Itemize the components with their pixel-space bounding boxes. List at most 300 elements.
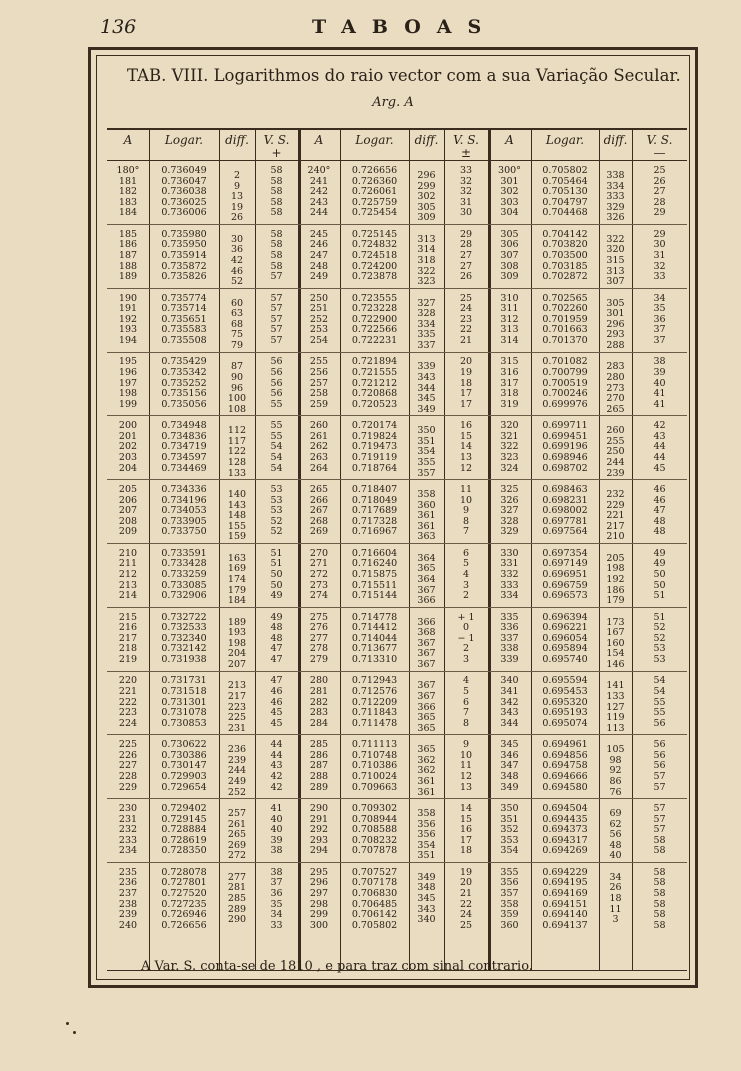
table-cell: 20 bbox=[459, 356, 473, 368]
table-cell: 361 bbox=[417, 510, 436, 522]
table-cell: 10 bbox=[459, 749, 473, 761]
table-cell-group bbox=[632, 868, 687, 932]
table-cell-group bbox=[409, 235, 444, 288]
table-cell: 32 bbox=[459, 186, 473, 198]
table-cell-group bbox=[444, 230, 488, 283]
table-cell: 54 bbox=[653, 675, 666, 687]
table-cell: 0.710748 bbox=[351, 749, 398, 761]
table-cell: 0.729402 bbox=[161, 803, 207, 814]
table-cell: 18 bbox=[459, 845, 473, 857]
table-cell: 250 bbox=[606, 446, 625, 458]
table-cell: 47 bbox=[270, 653, 283, 665]
table-cell: 0.735651 bbox=[161, 313, 207, 325]
table-cell-group bbox=[298, 485, 340, 538]
table-cell: 265 bbox=[309, 484, 329, 495]
table-cell-group bbox=[632, 230, 687, 283]
table-cell: 0.698231 bbox=[542, 494, 588, 506]
table-cell: 278 bbox=[309, 643, 329, 655]
table-cell-group bbox=[531, 294, 599, 347]
table-cell-group bbox=[219, 362, 255, 415]
table-cell: 225 bbox=[118, 739, 138, 751]
table-cell: 0.730853 bbox=[161, 717, 207, 729]
table-cell: 338 bbox=[500, 643, 519, 655]
table-cell: 217 bbox=[118, 632, 138, 644]
table-cell-group bbox=[444, 166, 488, 219]
table-title: TAB. VIII. Logarithmos do raio vector com a sua Variação Secular. bbox=[127, 66, 681, 85]
table-cell: 330 bbox=[500, 547, 519, 559]
table-cell: 0.700519 bbox=[542, 377, 588, 389]
table-cell: 0.705802 bbox=[542, 165, 588, 176]
table-cell: 0.707178 bbox=[351, 877, 398, 889]
column-header-label: A bbox=[314, 133, 324, 147]
table-cell: 0.734836 bbox=[161, 430, 207, 442]
table-cell-group bbox=[488, 230, 531, 283]
table-cell: 51 bbox=[270, 558, 283, 570]
table-cell: 356 bbox=[417, 818, 436, 830]
table-cell: 11 bbox=[609, 903, 622, 915]
table-cell-group bbox=[298, 740, 340, 793]
table-cell: 0.734196 bbox=[161, 494, 207, 506]
table-cell: 60 bbox=[230, 297, 244, 309]
table-cell-group bbox=[599, 554, 632, 607]
table-cell: 0.694666 bbox=[542, 770, 588, 782]
table-cell: 49 bbox=[653, 547, 666, 559]
table-cell: 0.694580 bbox=[542, 781, 588, 793]
table-cell: 300 bbox=[309, 919, 329, 931]
table-cell: 53 bbox=[653, 653, 666, 665]
table-cell: 0.729654 bbox=[161, 781, 207, 793]
table-cell-group bbox=[219, 554, 255, 607]
table-cell: 57 bbox=[270, 303, 283, 315]
table-cell-group bbox=[255, 676, 298, 729]
table-cell: 299 bbox=[417, 180, 436, 192]
table-cell: 0.712209 bbox=[351, 696, 398, 708]
table-cell: 0.701663 bbox=[542, 324, 588, 336]
table-cell: + 1 bbox=[457, 611, 475, 623]
table-cell: 349 bbox=[500, 781, 519, 793]
table-cell: 0.734719 bbox=[161, 441, 207, 453]
table-cell: 322 bbox=[417, 265, 436, 277]
table-cell: 208 bbox=[118, 515, 138, 527]
table-cell: 22 bbox=[459, 898, 473, 910]
table-cell: 57 bbox=[270, 271, 283, 283]
table-cell: 209 bbox=[118, 526, 138, 538]
table-cell: 46 bbox=[653, 484, 666, 495]
table-cell: 313 bbox=[500, 324, 519, 336]
table-cell: 0.734948 bbox=[161, 420, 207, 432]
table-cell: 87 bbox=[230, 361, 244, 373]
table-cell: 58 bbox=[653, 909, 666, 921]
table-cell: 98 bbox=[609, 754, 622, 766]
table-cell: 169 bbox=[227, 563, 247, 575]
table-cell: 322 bbox=[606, 233, 625, 245]
table-cell: 269 bbox=[309, 526, 329, 538]
table-cell: 53 bbox=[270, 484, 283, 495]
table-cell: 58 bbox=[270, 207, 283, 219]
table-cell-group bbox=[255, 357, 298, 410]
group-rule bbox=[107, 607, 687, 608]
table-cell: 267 bbox=[309, 505, 329, 517]
table-cell: 0.731938 bbox=[161, 653, 207, 665]
table-cell: 0.722566 bbox=[351, 324, 398, 336]
table-cell-group bbox=[340, 804, 409, 857]
table-cell: 105 bbox=[606, 744, 625, 756]
table-cell: 349 bbox=[417, 871, 436, 883]
table-cell: 160 bbox=[606, 637, 625, 649]
table-cell-group bbox=[149, 740, 219, 793]
table-cell: 113 bbox=[606, 722, 625, 734]
group-rule bbox=[107, 798, 687, 799]
table-cell: 0.735714 bbox=[161, 303, 207, 315]
table-cell: 337 bbox=[417, 339, 436, 351]
table-cell: 210 bbox=[118, 547, 138, 559]
table-cell: 0.694169 bbox=[542, 887, 588, 899]
table-cell: 0.736006 bbox=[161, 207, 207, 219]
table-cell: 0.721212 bbox=[351, 377, 398, 389]
table-cell-group bbox=[219, 873, 255, 926]
table-cell: 56 bbox=[270, 366, 283, 378]
table-cell: 54 bbox=[270, 462, 283, 474]
table-cell: 36 bbox=[270, 887, 283, 899]
table-cell: 0.731731 bbox=[161, 675, 207, 687]
table-cell: 266 bbox=[309, 494, 329, 506]
table-cell: 11 bbox=[459, 484, 473, 495]
table-cell: 194 bbox=[118, 334, 138, 346]
table-cell-group bbox=[599, 681, 632, 734]
table-cell: 45 bbox=[270, 717, 283, 729]
table-cell-group bbox=[149, 613, 219, 666]
table-cell: 318 bbox=[500, 388, 519, 400]
table-cell-group bbox=[340, 357, 409, 410]
table-cell-group bbox=[632, 166, 687, 219]
table-cell: 270 bbox=[309, 547, 329, 559]
table-cell: 53 bbox=[270, 505, 283, 517]
table-cell: 306 bbox=[500, 239, 519, 251]
table-cell: 303 bbox=[500, 196, 519, 208]
table-cell: 263 bbox=[309, 451, 329, 463]
table-cell: 365 bbox=[417, 744, 436, 756]
table-cell: 227 bbox=[118, 760, 138, 772]
table-cell: 233 bbox=[118, 834, 138, 846]
table-cell: 301 bbox=[500, 175, 519, 187]
table-cell-group bbox=[340, 421, 409, 474]
table-cell: 48 bbox=[270, 622, 283, 634]
table-cell: 100 bbox=[227, 393, 247, 405]
table-cell: − 1 bbox=[457, 632, 475, 644]
table-cell: 0.734597 bbox=[161, 451, 207, 463]
table-cell: 296 bbox=[417, 170, 436, 181]
table-cell: 3 bbox=[462, 653, 470, 665]
table-cell: 9 bbox=[462, 739, 470, 751]
table-cell: 213 bbox=[118, 579, 138, 591]
table-cell: 39 bbox=[270, 834, 283, 846]
table-cell: 58 bbox=[270, 175, 283, 187]
table-cell-group bbox=[219, 490, 255, 543]
table-cell-group bbox=[340, 676, 409, 729]
group-rule bbox=[107, 352, 687, 353]
table-cell: 192 bbox=[118, 313, 138, 325]
table-cell: 329 bbox=[606, 201, 625, 213]
table-cell: 122 bbox=[227, 446, 247, 458]
table-cell: 310 bbox=[500, 292, 519, 304]
table-cell-group bbox=[599, 299, 632, 352]
table-cell: 289 bbox=[309, 781, 329, 793]
table-cell: 41 bbox=[653, 388, 666, 400]
table-cell: 356 bbox=[417, 829, 436, 841]
table-cell: 49 bbox=[270, 590, 283, 602]
table-cell-group bbox=[298, 549, 340, 602]
table-cell: 305 bbox=[500, 228, 519, 240]
table-cell-group bbox=[255, 485, 298, 538]
table-cell: 366 bbox=[417, 595, 436, 607]
table-cell: 319 bbox=[500, 398, 519, 410]
table-cell: 33 bbox=[270, 919, 283, 931]
table-cell: 188 bbox=[118, 260, 138, 272]
table-cell: 0.706830 bbox=[351, 887, 398, 899]
table-cell: 96 bbox=[230, 382, 244, 394]
column-header-label: A bbox=[505, 133, 514, 147]
table-cell: 361 bbox=[417, 520, 436, 532]
table-cell: 26 bbox=[609, 882, 622, 894]
table-cell: 367 bbox=[417, 584, 436, 596]
table-cell: 302 bbox=[417, 191, 436, 203]
table-cell-group bbox=[149, 676, 219, 729]
table-cell: 0.695453 bbox=[542, 685, 588, 697]
table-cell: 251 bbox=[309, 303, 329, 315]
table-cell: 249 bbox=[227, 775, 247, 787]
table-cell-group bbox=[409, 554, 444, 607]
table-cell: 186 bbox=[118, 239, 138, 251]
table-cell: 258 bbox=[309, 388, 329, 400]
table-cell-group bbox=[409, 426, 444, 479]
table-cell: 366 bbox=[417, 701, 436, 713]
table-cell: 58 bbox=[653, 834, 666, 846]
table-cell: 0.720868 bbox=[351, 388, 398, 400]
table-cell: 279 bbox=[309, 653, 329, 665]
table-cell: 167 bbox=[606, 627, 625, 639]
table-cell-group bbox=[632, 613, 687, 666]
table-cell: 180° bbox=[116, 165, 140, 176]
table-cell: 79 bbox=[230, 339, 244, 351]
table-cell: 31 bbox=[653, 249, 666, 261]
table-cell: 235 bbox=[118, 866, 138, 878]
table-cell: 58 bbox=[653, 898, 666, 910]
table-cell: 296 bbox=[309, 877, 329, 889]
table-cell: 0.699711 bbox=[542, 420, 588, 432]
table-cell: 133 bbox=[227, 467, 247, 479]
table-cell: 298 bbox=[309, 898, 329, 910]
table-cell-group bbox=[255, 166, 298, 219]
table-cell: 0.697564 bbox=[542, 526, 588, 538]
table-cell: 49 bbox=[653, 558, 666, 570]
table-cell: 154 bbox=[606, 648, 625, 660]
table-cell: 0.735826 bbox=[161, 271, 207, 283]
table-cell: 0.719473 bbox=[351, 441, 398, 453]
column-header-label: V. S. bbox=[453, 133, 479, 147]
table-cell: 348 bbox=[417, 882, 436, 894]
table-cell: 0.727520 bbox=[161, 887, 207, 899]
table-cell: 183 bbox=[118, 196, 138, 208]
table-cell: 28 bbox=[459, 239, 473, 251]
table-cell: 189 bbox=[118, 271, 138, 283]
table-cell: 50 bbox=[270, 568, 283, 580]
table-cell: 13 bbox=[230, 191, 244, 203]
table-cell: 128 bbox=[227, 456, 247, 468]
table-cell: 0.696951 bbox=[542, 568, 588, 580]
table-cell: 314 bbox=[500, 334, 519, 346]
table-cell: 0.735252 bbox=[161, 377, 207, 389]
table-cell: 155 bbox=[227, 520, 247, 532]
table-cell: 76 bbox=[609, 786, 622, 798]
table-cell: 0.725454 bbox=[351, 207, 398, 219]
table-cell: 300° bbox=[498, 165, 521, 176]
table-cell: 295 bbox=[309, 866, 329, 878]
table-cell: 0.697781 bbox=[542, 515, 588, 527]
table-cell: 285 bbox=[227, 892, 247, 904]
table-cell: 68 bbox=[230, 318, 244, 330]
table-cell: 0.702565 bbox=[542, 292, 588, 304]
table-cell-group bbox=[409, 171, 444, 224]
table-cell-group bbox=[531, 804, 599, 857]
table-cell-group bbox=[149, 804, 219, 857]
table-cell-group bbox=[149, 357, 219, 410]
table-cell: 0.726061 bbox=[351, 186, 398, 198]
table-cell-group bbox=[599, 809, 632, 862]
table-cell-group bbox=[255, 294, 298, 347]
table-cell: 56 bbox=[270, 388, 283, 400]
table-cell: 141 bbox=[606, 680, 625, 692]
group-rule bbox=[107, 671, 687, 672]
table-cell: 31 bbox=[459, 196, 473, 208]
table-cell: 25 bbox=[653, 165, 666, 176]
table-cell: 26 bbox=[459, 271, 473, 283]
table-cell-group bbox=[599, 171, 632, 224]
table-cell: 0.706142 bbox=[351, 909, 398, 921]
table-cell: 307 bbox=[500, 249, 519, 261]
table-cell: 201 bbox=[118, 430, 138, 442]
column-header-label: diff. bbox=[225, 133, 249, 147]
table-cell: 58 bbox=[653, 919, 666, 931]
table-cell: 219 bbox=[118, 653, 138, 665]
table-cell-group bbox=[444, 676, 488, 729]
table-cell: 268 bbox=[309, 515, 329, 527]
table-cell-group bbox=[632, 294, 687, 347]
table-cell: 26 bbox=[230, 212, 244, 224]
table-cell: 17 bbox=[459, 834, 473, 846]
table-cell-group bbox=[107, 294, 149, 347]
table-cell: 275 bbox=[309, 611, 329, 623]
table-cell: 0.694856 bbox=[542, 749, 588, 761]
table-cell: 159 bbox=[227, 531, 247, 543]
table-cell: 242 bbox=[309, 186, 329, 198]
table-cell: 13 bbox=[459, 451, 473, 463]
table-cell: 271 bbox=[309, 558, 329, 570]
table-cell: 90 bbox=[230, 371, 244, 383]
table-cell: 0.695320 bbox=[542, 696, 588, 708]
table-cell: 367 bbox=[417, 648, 436, 660]
table-cell-group bbox=[107, 357, 149, 410]
table-cell: 236 bbox=[118, 877, 138, 889]
table-cell: 358 bbox=[417, 489, 436, 500]
table-cell: 212 bbox=[118, 568, 138, 580]
table-cell: 12 bbox=[459, 462, 473, 474]
table-cell: 228 bbox=[118, 770, 138, 782]
table-cell: 0.694269 bbox=[542, 845, 588, 857]
table-cell: 16 bbox=[459, 824, 473, 836]
table-cell: 0.695594 bbox=[542, 675, 588, 687]
table-cell: 272 bbox=[309, 568, 329, 580]
table-cell: 365 bbox=[417, 563, 436, 575]
table-cell: 237 bbox=[118, 887, 138, 899]
table-cell: 0.716967 bbox=[351, 526, 398, 538]
table-cell-group bbox=[107, 230, 149, 283]
table-cell: 56 bbox=[270, 377, 283, 389]
table-cell: 315 bbox=[606, 254, 625, 266]
table-cell: 58 bbox=[270, 186, 283, 198]
table-cell: 0.723878 bbox=[351, 271, 398, 283]
table-cell: 331 bbox=[500, 558, 519, 570]
table-cell: 232 bbox=[606, 489, 625, 500]
table-cell: 0.718764 bbox=[351, 462, 398, 474]
table-cell: 238 bbox=[118, 898, 138, 910]
table-cell: 0.696759 bbox=[542, 579, 588, 591]
table-cell: 51 bbox=[653, 590, 666, 602]
table-cell: 0.715875 bbox=[351, 568, 398, 580]
table-cell: 367 bbox=[417, 637, 436, 649]
table-cell-group bbox=[298, 230, 340, 283]
column-header-sign: + bbox=[271, 146, 282, 160]
table-cell-group bbox=[340, 613, 409, 666]
table-cell: 350 bbox=[417, 425, 436, 437]
table-cell: 30 bbox=[230, 233, 244, 245]
table-cell: 5 bbox=[462, 685, 470, 697]
table-cell: 48 bbox=[653, 526, 666, 538]
table-cell-group bbox=[531, 740, 599, 793]
table-cell: 51 bbox=[270, 547, 283, 559]
table-cell: 349 bbox=[417, 403, 436, 415]
table-cell: 302 bbox=[500, 186, 519, 198]
table-cell: 47 bbox=[270, 643, 283, 655]
table-cell: 0.698702 bbox=[542, 462, 588, 474]
table-cell: 44 bbox=[270, 739, 283, 751]
column-header-label: A bbox=[123, 133, 133, 147]
table-cell: 58 bbox=[270, 239, 283, 251]
table-cell-group bbox=[531, 421, 599, 474]
table-cell: 187 bbox=[118, 249, 138, 261]
table-cell: 0.695193 bbox=[542, 707, 588, 719]
table-cell: 368 bbox=[417, 627, 436, 639]
table-cell: 0.703820 bbox=[542, 239, 588, 251]
table-cell: 0.694504 bbox=[542, 803, 588, 814]
table-cell: 0.727235 bbox=[161, 898, 207, 910]
table-cell: 0.712576 bbox=[351, 685, 398, 697]
table-cell-group bbox=[298, 804, 340, 857]
table-cell-group bbox=[531, 485, 599, 538]
table-cell: 305 bbox=[417, 201, 436, 213]
table-cell: 198 bbox=[227, 637, 247, 649]
table-cell: 32 bbox=[459, 175, 473, 187]
table-cell: 0.736038 bbox=[161, 186, 207, 198]
table-cell: 0.704142 bbox=[542, 228, 588, 240]
table-cell: 269 bbox=[227, 839, 247, 851]
table-cell: 297 bbox=[309, 887, 329, 899]
table-cell: 0.705464 bbox=[542, 175, 588, 187]
table-cell: 324 bbox=[500, 462, 519, 474]
table-cell: 190 bbox=[118, 292, 138, 304]
table-cell: 261 bbox=[309, 430, 329, 442]
table-cell: 50 bbox=[653, 568, 666, 580]
table-cell-group bbox=[444, 549, 488, 602]
